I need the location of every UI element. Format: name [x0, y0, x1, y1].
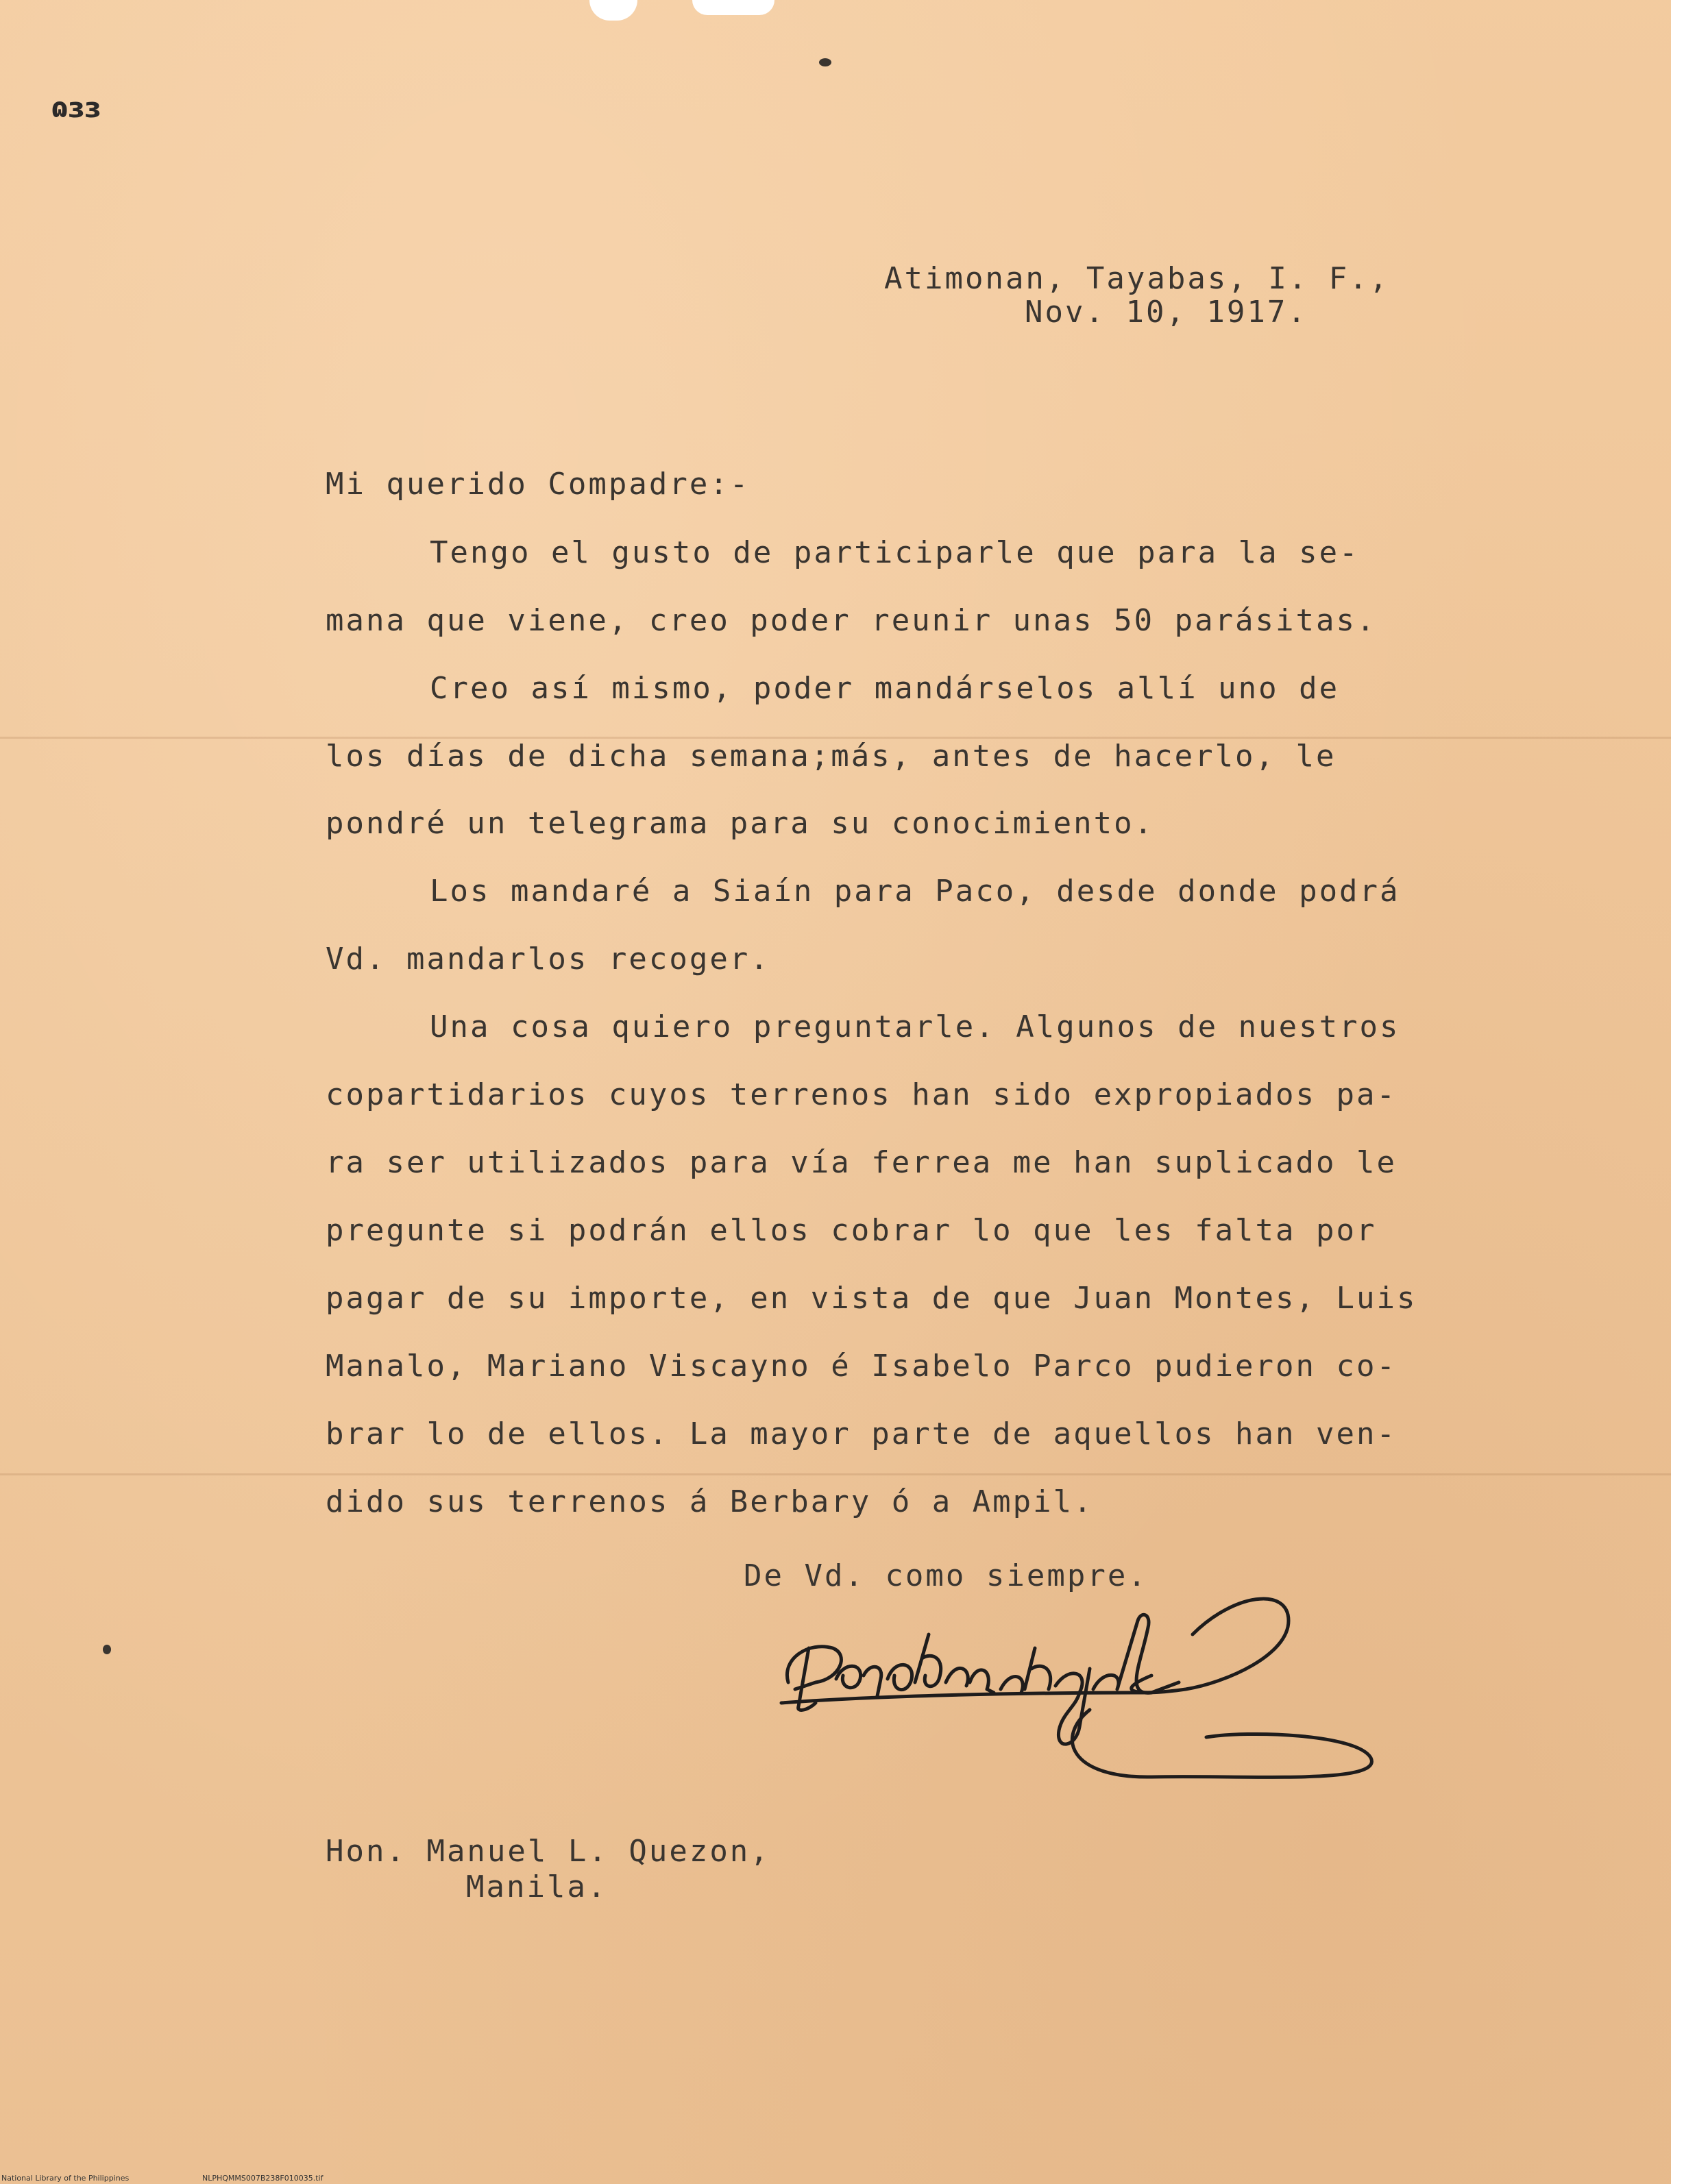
- body-line: brar lo de ellos. La mayor parte de aquellos han ven-: [326, 1416, 1397, 1451]
- body-line: Los mandaré a Siaín para Paco, desde donde podrá: [430, 874, 1400, 909]
- body-line: Creo así mismo, poder mandárselos allí uno de: [430, 671, 1340, 706]
- body-line: Vd. mandarlos recoger.: [326, 942, 770, 977]
- closing: De Vd. como siempre.: [744, 1558, 1148, 1593]
- paper-fold: [0, 1473, 1671, 1475]
- addressee-name: Hon. Manuel L. Quezon,: [326, 1834, 770, 1869]
- body-line: Tengo el gusto de participarle que para la se-: [430, 535, 1360, 570]
- corner-mark: ɷɜɜ: [51, 93, 101, 124]
- footer-file: NLPHQMMS007B238F010035.tif: [202, 2174, 324, 2183]
- body-line: ra ser utilizados para vía ferrea me han suplicado le: [326, 1145, 1397, 1180]
- body-line: Una cosa quiero preguntarle. Algunos de nuestros: [430, 1009, 1400, 1044]
- body-line: copartidarios cuyos terrenos han sido expropiados pa-: [326, 1077, 1397, 1112]
- ink-spot: [819, 58, 831, 66]
- paper-tear: [692, 0, 774, 15]
- addressee-city: Manila.: [466, 1869, 608, 1904]
- body-line: mana que viene, creo poder reunir unas 50 parásitas.: [326, 603, 1377, 638]
- body-line: dido sus terrenos á Berbary ó a Ampil.: [326, 1484, 1094, 1519]
- body-line: pondré un telegrama para su conocimiento.: [326, 806, 1155, 841]
- paper-tear: [589, 0, 637, 21]
- body-line: pagar de su importe, en vista de que Juan Montes, Luis: [326, 1281, 1417, 1316]
- footer-library: National Library of the Philippines: [1, 2174, 130, 2183]
- header-place: Atimonan, Tayabas, I. F.,: [884, 261, 1390, 296]
- header-date: Nov. 10, 1917.: [1025, 295, 1308, 330]
- body-line: los días de dicha semana;más, antes de hacerlo, le: [326, 739, 1337, 774]
- salutation: Mi querido Compadre:-: [326, 467, 751, 502]
- signature: [768, 1593, 1398, 1799]
- ink-spot: [103, 1645, 111, 1654]
- body-line: Manalo, Mariano Viscayno é Isabelo Parco pudieron co-: [326, 1349, 1397, 1384]
- body-line: pregunte si podrán ellos cobrar lo que les falta por: [326, 1213, 1377, 1248]
